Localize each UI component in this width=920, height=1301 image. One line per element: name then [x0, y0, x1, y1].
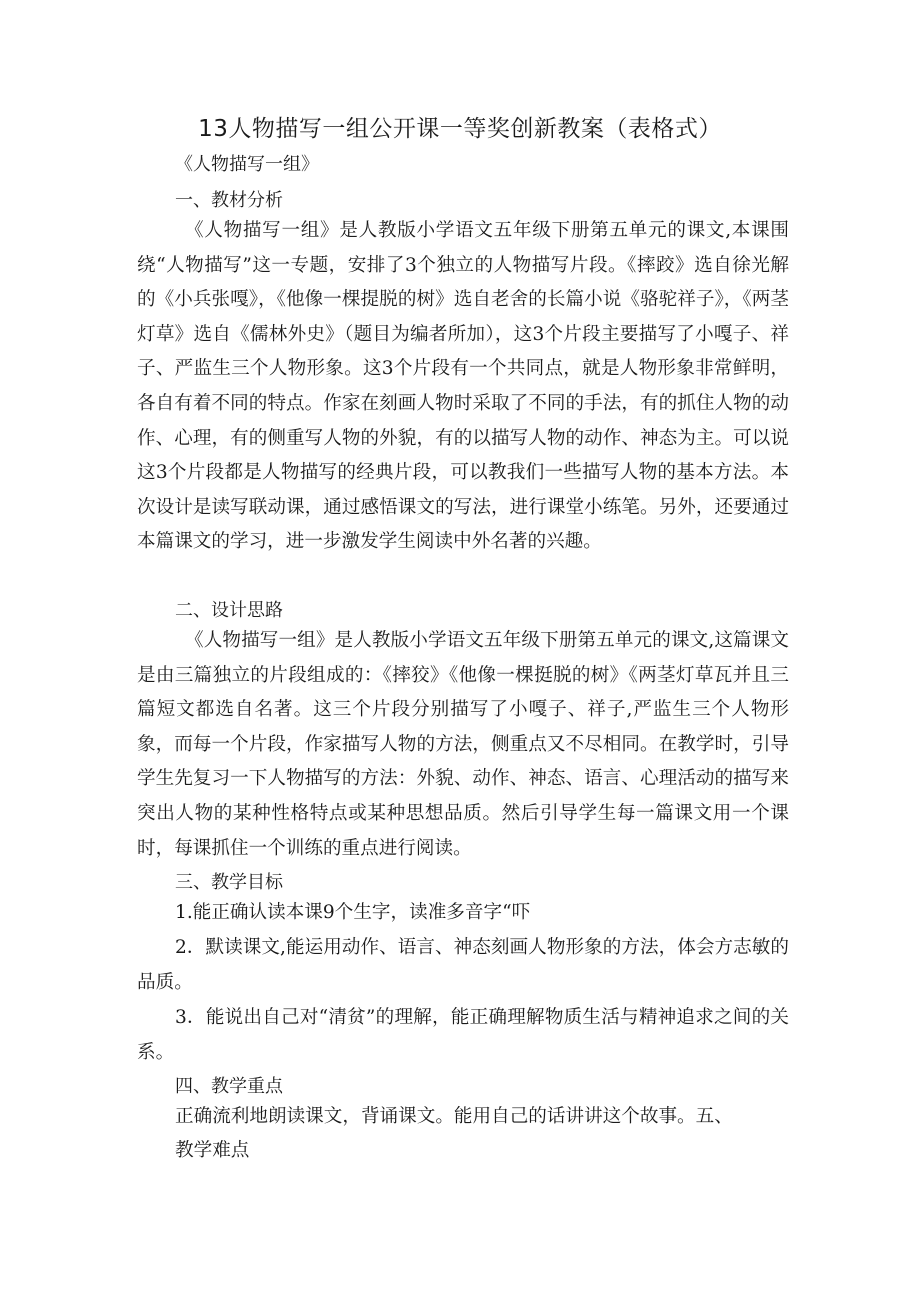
section-heading-5: 教学难点 [175, 1140, 250, 1161]
document-title: 13人物描写一组公开课一等奖创新教案（表格式） [198, 116, 722, 142]
section-body-1: 《人物描写一组》是人教版小学语文五年级下册第五单元的课文,本课围绕“人物描写”这一专题，安排了3个独立的人物描写片段。《摔跤》选自徐光解的《小兵张嘎》，《他像一棵提脱的树》选自老舍的长篇小说《骆驼祥子》，《两茎灯草》选自《儒林外史》（题目为编者所加），这3个片段主要描写了小嘎子、祥子、严监生三个人物形象。这3个片段有一个共同点，就是人物形象非常鲜明，各自有着不同的特点。作家在刻画人物时采取了不同的手法，有的抓住人物的动作、心理，有的侧重写人物的外貌，有的以描写人物的动作、神态为主。可以说这3个片段都是人物描写的经典片段，可以教我们一些描写人物的基本方法。本次设计是读写联动课，通过感悟课文的写法，进行课堂小练笔。另外，还要通过本篇课文的学习，进一步激发学生阅读中外名著的兴趣。 [137, 220, 789, 553]
section-body-2: 《人物描写一组》是人教版小学语文五年级下册第五单元的课文,这篇课文是由三篇独立的片段组成的：《摔狡》《他像一棵挺脱的树》《两茎灯草瓦并且三篇短文都选自名著。这三个片段分别描写了小嘎子、祥子,严监生三个人物形象，而每一个片段，作家描写人物的方法，侧重点又不尽相同。在教学时，引导学生先复习一下人物描写的方法：外貌、动作、神态、语言、心理活动的描写来突出人物的某种性格特点或某种思想品质。然后引导学生每一篇课文用一个课时，每课抓住一个训练的重点进行阅读。 [137, 630, 789, 859]
section-heading-4: 四、教学重点 [175, 1076, 283, 1097]
section-heading-2: 二、设计思路 [175, 600, 283, 621]
document-subtitle: 《人物描写一组》 [175, 154, 319, 175]
goal-item-2: 2．默读课文,能运用动作、语言、神态刻画人物形象的方法，体会方志敏的品质。 [137, 937, 789, 993]
section-heading-3: 三、教学目标 [175, 872, 283, 893]
section-heading-1: 一、教材分析 [175, 190, 283, 211]
goal-item-1 [137, 896, 789, 931]
goal-item-3: 3．能说出自己对“清贫”的理解，能正确理解物质生活与精神追求之间的关系。 [137, 1007, 789, 1063]
section-body-4-line1: 正确流利地朗读课文，背诵课文。能用自己的话讲讲这个故事。五、 [175, 1106, 733, 1127]
goal-item-1-text: 1.能正确认读本课9个生字，读准多音字“吓 [175, 902, 531, 923]
